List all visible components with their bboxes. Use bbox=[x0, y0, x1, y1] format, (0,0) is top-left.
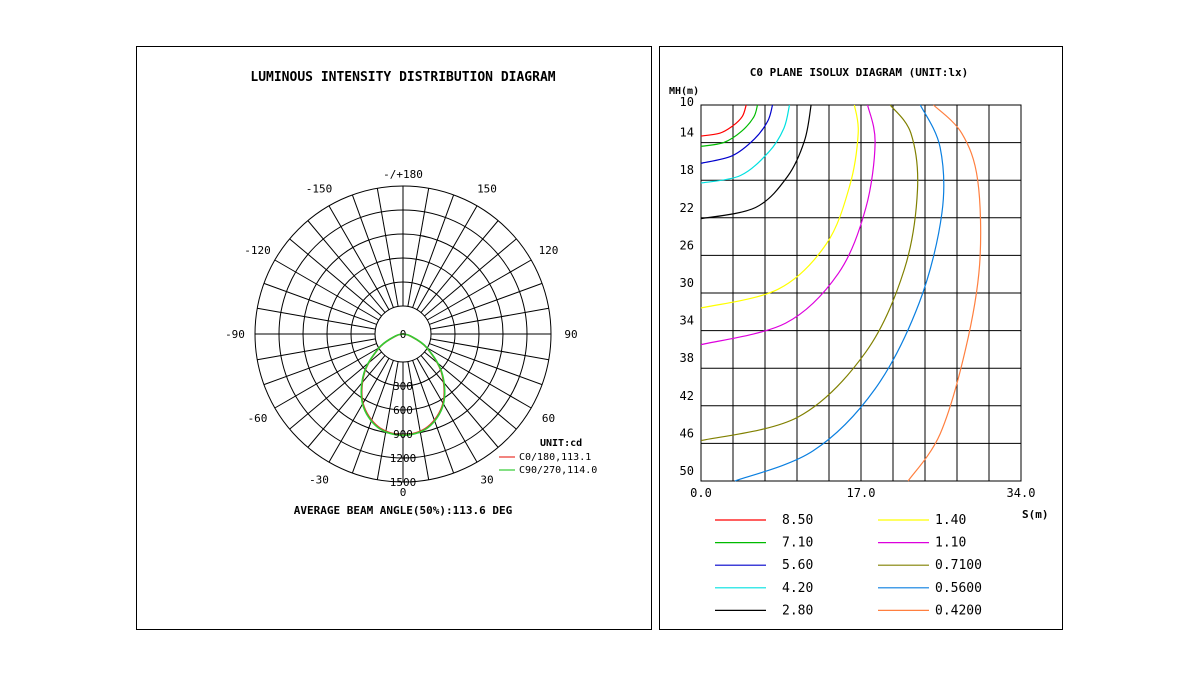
isolux-title: C0 PLANE ISOLUX DIAGRAM (UNIT:lx) bbox=[749, 66, 969, 79]
polar-spoke bbox=[308, 355, 385, 447]
isolux-y-tick: 46 bbox=[679, 426, 694, 441]
polar-spoke bbox=[290, 239, 382, 316]
polar-spoke bbox=[408, 188, 429, 306]
polar-footer: AVERAGE BEAM ANGLE(50%):113.6 DEG bbox=[293, 504, 513, 517]
isolux-chart bbox=[660, 47, 1062, 629]
polar-spoke bbox=[429, 344, 542, 385]
polar-spoke bbox=[377, 188, 398, 306]
polar-spoke bbox=[429, 283, 542, 324]
polar-radial-labels bbox=[390, 328, 417, 489]
polar-angle-label: 60 bbox=[541, 412, 556, 425]
polar-spoke bbox=[264, 283, 377, 324]
polar-spoke bbox=[431, 339, 549, 360]
isolux-legend bbox=[715, 513, 982, 618]
polar-angle-label: 150 bbox=[477, 182, 497, 196]
isolux-x-tick: 17.0 bbox=[846, 486, 876, 500]
polar-spoke bbox=[421, 221, 498, 313]
polar-angle-label: 30 bbox=[480, 473, 494, 487]
polar-spoke bbox=[264, 344, 377, 385]
polar-radial-label: 1200 bbox=[389, 452, 417, 465]
isolux-curve-5-60 bbox=[701, 105, 773, 163]
polar-unit-label: UNIT:cd bbox=[540, 438, 583, 449]
polar-angle-label: -120 bbox=[244, 244, 271, 257]
polar-spoke bbox=[257, 339, 375, 360]
isolux-y-tick: 10 bbox=[679, 95, 694, 109]
isolux-legend-label: 5.60 bbox=[782, 558, 814, 574]
polar-angle-label: -/+180 bbox=[383, 168, 423, 181]
isolux-x-ticks bbox=[690, 486, 1035, 500]
isolux-curve-2-80 bbox=[701, 105, 811, 219]
polar-angle-label: -30 bbox=[309, 473, 329, 487]
polar-radial-label: 900 bbox=[393, 428, 413, 441]
isolux-y-tick: 34 bbox=[679, 313, 694, 328]
polar-angle-label: 0 bbox=[399, 486, 407, 499]
polar-radial-label: 1500 bbox=[389, 476, 417, 489]
isolux-curve-8-50 bbox=[701, 105, 746, 136]
isolux-y-tick: 38 bbox=[679, 351, 694, 366]
isolux-y-tick: 42 bbox=[679, 388, 694, 403]
polar-legend-label: C0/180,113.1 bbox=[519, 452, 592, 463]
polar-title: LUMINOUS INTENSITY DISTRIBUTION DIAGRAM bbox=[250, 70, 556, 85]
isolux-x-tick: 0.0 bbox=[690, 486, 712, 500]
polar-radial-label: 300 bbox=[393, 380, 413, 393]
polar-angle-label: 90 bbox=[564, 328, 578, 341]
intensity-distribution-panel bbox=[136, 46, 652, 630]
isolux-legend-label: 8.50 bbox=[782, 513, 814, 528]
isolux-y-tick: 26 bbox=[679, 238, 694, 253]
polar-spoke bbox=[413, 195, 454, 308]
polar-spoke bbox=[352, 195, 393, 308]
isolux-y-tick: 18 bbox=[679, 163, 694, 178]
isolux-grid bbox=[701, 105, 1021, 481]
isolux-panel bbox=[659, 46, 1063, 630]
isolux-legend-label: 0.7100 bbox=[935, 558, 982, 574]
polar-radial-label: 0 bbox=[399, 328, 407, 341]
isolux-x-tick: 34.0 bbox=[1006, 486, 1036, 500]
polar-angle-label: 120 bbox=[538, 244, 559, 257]
isolux-y-tick: 14 bbox=[679, 125, 694, 140]
isolux-legend-label: 7.10 bbox=[782, 535, 814, 551]
isolux-y-axis-label: MH(m) bbox=[669, 86, 700, 97]
isolux-curve-7-10 bbox=[701, 105, 758, 146]
polar-spoke bbox=[431, 308, 549, 329]
isolux-curve-4-20 bbox=[701, 105, 790, 183]
polar-spoke bbox=[424, 239, 516, 316]
isolux-y-tick: 50 bbox=[679, 464, 694, 478]
polar-spoke bbox=[257, 308, 375, 329]
isolux-legend-label: 2.80 bbox=[782, 603, 814, 619]
polar-angle-label: -90 bbox=[225, 328, 245, 341]
polar-angle-label: -150 bbox=[305, 182, 333, 196]
isolux-legend-label: 4.20 bbox=[782, 580, 814, 596]
polar-legend bbox=[499, 452, 597, 476]
isolux-y-ticks bbox=[680, 95, 694, 478]
polar-chart bbox=[137, 47, 651, 629]
isolux-x-axis-label: S(m) bbox=[1022, 508, 1049, 521]
polar-spoke bbox=[421, 355, 498, 447]
polar-spoke bbox=[352, 360, 393, 473]
isolux-y-tick: 22 bbox=[679, 200, 694, 215]
isolux-y-tick: 30 bbox=[679, 276, 694, 290]
polar-legend-label: C90/270,114.0 bbox=[519, 465, 598, 476]
isolux-legend-label: 1.40 bbox=[935, 513, 967, 528]
isolux-legend-label: 0.5600 bbox=[935, 580, 982, 596]
polar-spoke bbox=[308, 221, 385, 313]
polar-spoke bbox=[413, 360, 454, 473]
isolux-legend-label: 0.4200 bbox=[935, 603, 982, 619]
isolux-legend-label: 1.10 bbox=[935, 535, 967, 551]
polar-angle-label: -60 bbox=[247, 412, 268, 425]
polar-radial-label: 600 bbox=[393, 404, 413, 417]
